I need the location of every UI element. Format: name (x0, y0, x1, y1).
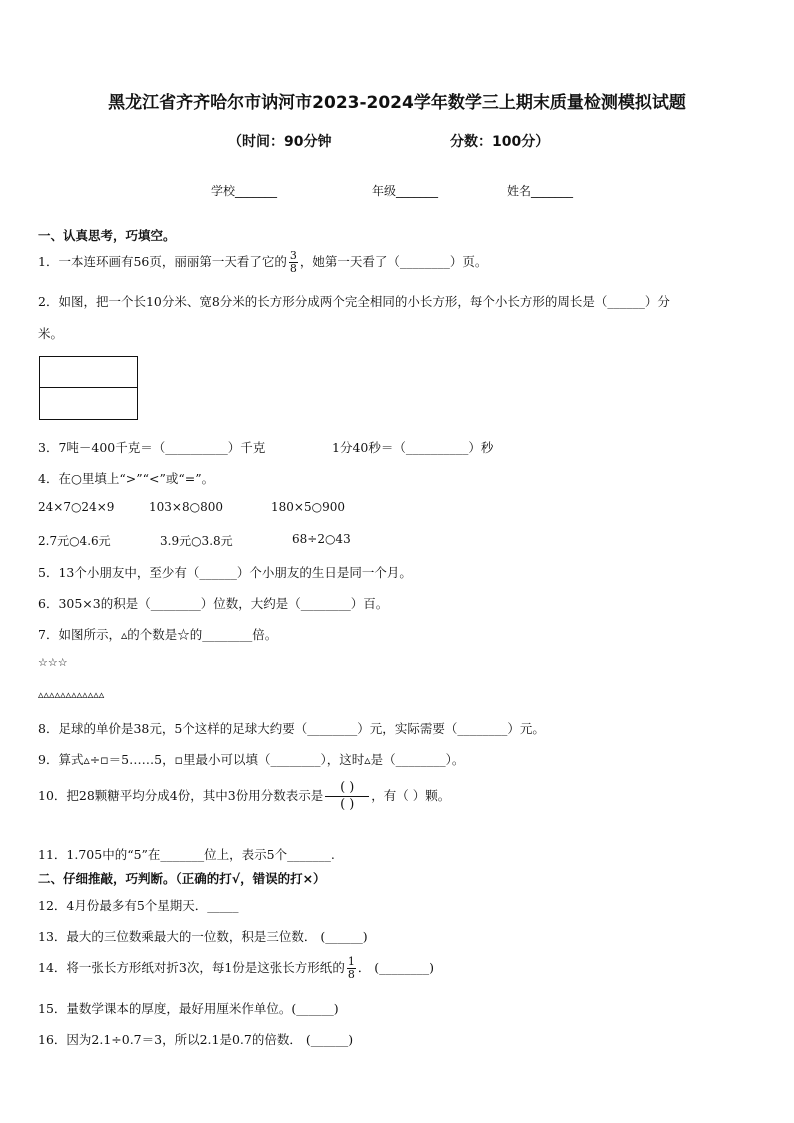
question-10-text-a: 10．把28颗糖平均分成4份，其中3份用分数表示是 (38, 788, 324, 803)
question-16: 16．因为2.1÷0.7＝3，所以2.1是0.7的倍数． (______) (38, 1032, 354, 1047)
question-4-item: 68÷2○43 (292, 532, 351, 546)
fraction-three-eighths (289, 250, 298, 275)
question-1-text-a: 1．一本连环画有56页，丽丽第一天看了它的 (38, 254, 287, 269)
star-row: ☆☆☆ (38, 656, 68, 669)
question-7: 7．如图所示，▵的个数是☆的________倍。 (38, 627, 278, 642)
fraction-blank (325, 780, 369, 813)
question-4-item: 24×7○24×9 (38, 500, 115, 514)
question-4-item: 103×8○800 (149, 500, 223, 514)
question-14 (38, 956, 434, 981)
fraction-blank-bottom: ( ) (340, 797, 355, 812)
question-10 (38, 780, 450, 813)
question-2-line-1: 2．如图，把一个长10分米、宽8分米的长方形分成两个完全相同的小长方形，每个小长方形的周长是（______）分 (38, 294, 670, 309)
school-field[interactable]: 学校_______ (211, 184, 278, 198)
question-11: 11．1.705中的“5”在_______位上，表示5个_______. (38, 847, 335, 862)
question-14-text-a: 14．将一张长方形纸对折3次，每1份是这张长方形纸的 (38, 960, 345, 975)
question-4-item: 180×5○900 (271, 500, 345, 514)
question-10-text-b: ，有（ ）颗。 (371, 788, 451, 803)
question-9: 9．算式▵÷▫＝5……5，▫里最小可以填（________），这时▵是（________）。 (38, 752, 465, 767)
exam-score: 分数：100分） (450, 134, 550, 150)
fraction-denominator: 8 (347, 968, 355, 981)
fraction-blank-top: ( ) (340, 780, 355, 795)
section-two-heading: 二、仔细推敲，巧判断。（正确的打√，错误的打×） (38, 871, 326, 886)
grade-field[interactable]: 年级_______ (372, 184, 439, 198)
name-field[interactable]: 姓名_______ (507, 184, 574, 198)
question-3b: 1分40秒＝（__________）秒 (332, 440, 494, 455)
question-4-item: 2.7元○4.6元 (38, 534, 111, 548)
question-5: 5．13个小朋友中，至少有（______）个小朋友的生日是同一个月。 (38, 565, 412, 580)
question-4: 4．在○里填上“>”“<”或“=”。 (38, 471, 215, 486)
question-1-text-b: ，她第一天看了（________）页。 (299, 254, 488, 269)
question-8: 8．足球的单价是38元，5个这样的足球大约要（________）元，实际需要（________）元。 (38, 721, 545, 736)
question-14-text-b: ． (________) (357, 960, 435, 975)
rectangle-divider (40, 387, 137, 388)
exam-time: （时间：90分钟 (228, 134, 332, 150)
fraction-numerator: 3 (289, 249, 297, 262)
question-6: 6．305×3的积是（________）位数，大约是（________）百。 (38, 596, 389, 611)
triangle-row: ▵▵▵▵▵▵▵▵▵▵▵▵ (38, 688, 105, 701)
question-13: 13．最大的三位数乘最大的一位数，积是三位数． (______) (38, 929, 368, 944)
question-4-item: 3.9元○3.8元 (160, 534, 233, 548)
fraction-numerator: 1 (347, 955, 355, 968)
question-12: 12．4月份最多有5个星期天．_____ (38, 898, 239, 913)
rectangle-figure (39, 356, 138, 420)
section-one-heading: 一、认真思考，巧填空。 (38, 228, 176, 243)
fraction-denominator: 8 (289, 262, 297, 275)
question-15: 15．量数学课本的厚度，最好用厘米作单位。(______) (38, 1001, 339, 1016)
question-2-line-2: 米。 (38, 326, 64, 341)
page-title: 黑龙江省齐齐哈尔市讷河市2023-2024学年数学三上期末质量检测模拟试题 (108, 93, 686, 113)
fraction-one-eighth (347, 956, 356, 981)
question-3a: 3．7吨－400千克＝（__________）千克 (38, 440, 266, 455)
question-1 (38, 250, 487, 275)
